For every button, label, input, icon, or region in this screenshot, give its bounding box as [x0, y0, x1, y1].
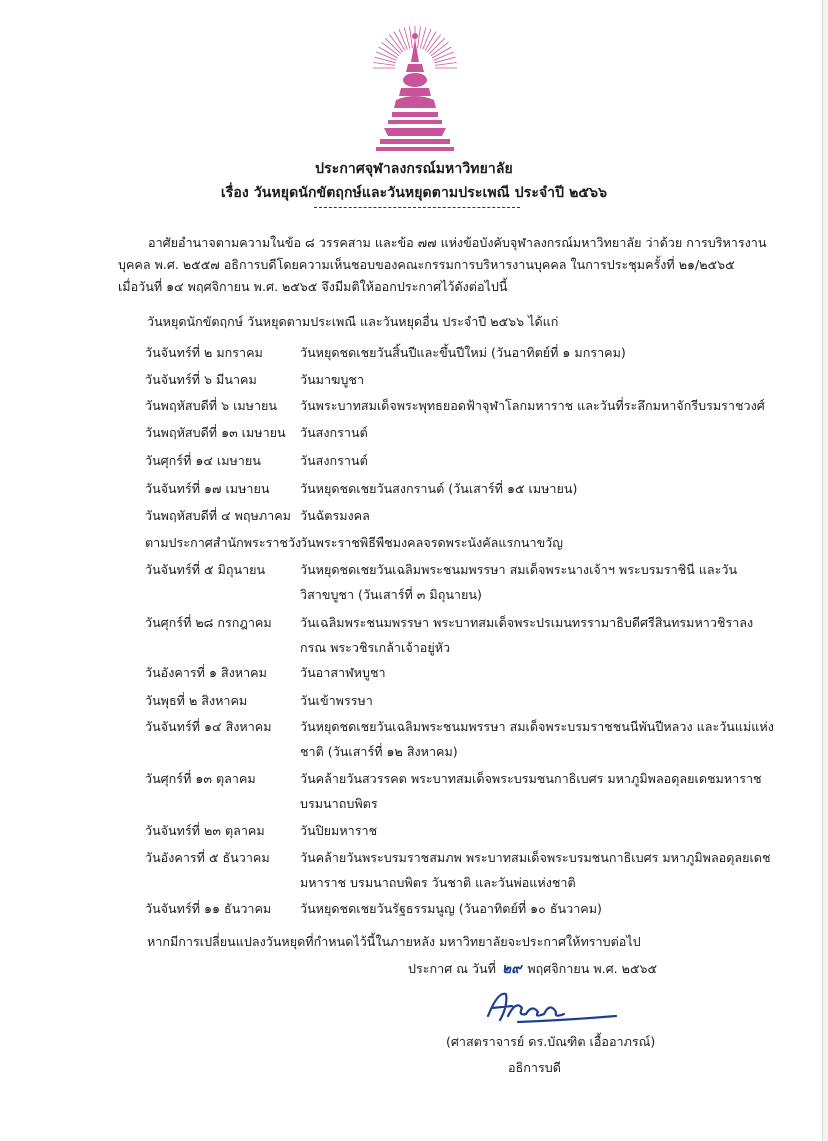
- holiday-date: วันพฤหัสบดีที่ ๔ พฤษภาคม: [145, 508, 291, 523]
- footer-note: หากมีการเปลี่ยนแปลงวันหยุดที่กำหนดไว้นี้ในภายหลัง มหาวิทยาลัยจะประกาศให้ทราบต่อไป: [147, 934, 641, 949]
- signature-image: [478, 986, 618, 1028]
- holiday-name: วันหยุดชดเชยวันสงกรานต์ (วันเสาร์ที่ ๑๕ เมษายน): [300, 481, 578, 496]
- holiday-list-heading: วันหยุดนักขัตฤกษ์ วันหยุดตามประเพณี และวันหยุดอื่น ประจำปี ๒๕๖๖ ได้แก่: [147, 314, 559, 329]
- holiday-name: วันอาสาฬหบูชา: [300, 665, 386, 680]
- holiday-name: วันคล้ายวันพระบรมราชสมภพ พระบาทสมเด็จพระบรมชนกาธิเบศร มหาภูมิพลอดุลยเดชมหาราช บรมนาถบพิตร วันชาติ และวันพ่อแห่งชาติ: [300, 850, 771, 890]
- holiday-name: วันหยุดชดเชยวันเฉลิมพระชนมพรรษา สมเด็จพระบรมราชชนนีพันปีหลวง และวันแม่แห่งชาติ (วันเสาร์ที่ ๑๒ สิงหาคม): [300, 719, 774, 759]
- title-divider: [314, 207, 520, 208]
- holiday-date: วันศุกร์ที่ ๑๔ เมษายน: [145, 453, 261, 468]
- holiday-name: วันหยุดชดเชยวันเฉลิมพระชนมพรรษา สมเด็จพระนางเจ้าฯ พระบรมราชินี และวันวิสาขบูชา (วันเสาร์ที่ ๓ มิถุนายน): [300, 562, 738, 602]
- announce-day-handwritten: ๒๙: [501, 961, 522, 977]
- holiday-date: วันพฤหัสบดีที่ ๑๓ เมษายน: [145, 425, 286, 440]
- holiday-name: วันมาฆบูชา: [300, 372, 365, 387]
- holiday-date: วันจันทร์ที่ ๕ มิถุนายน: [145, 562, 266, 577]
- holiday-date: วันจันทร์ที่ ๒๓ ตุลาคม: [145, 823, 265, 838]
- holiday-date: วันจันทร์ที่ ๑๗ เมษายน: [145, 481, 270, 496]
- holiday-date: วันอังคารที่ ๑ สิงหาคม: [145, 665, 267, 680]
- signer-position: อธิการบดี: [508, 1060, 561, 1075]
- holiday-name: วันคล้ายวันสวรรคต พระบาทสมเด็จพระบรมชนกาธิเบศร มหาภูมิพลอดุลยเดชมหาราช บรมนาถบพิตร: [300, 771, 762, 811]
- holiday-date: วันพุธที่ ๒ สิงหาคม: [145, 693, 248, 708]
- holiday-name: วันพระบาทสมเด็จพระพุทธยอดฟ้าจุฬาโลกมหาราช และวันที่ระลึกมหาจักรีบรมราชวงศ์: [300, 398, 765, 413]
- holiday-date: ตามประกาศสำนักพระราชวัง: [145, 535, 302, 550]
- intro-line: บุคคล พ.ศ. ๒๕๕๗ อธิการบดีโดยความเห็นชอบของคณะกรรมการบริหารงานบุคคล ในการประชุมครั้งที่ ๒๑/๒๕๖๕: [118, 257, 735, 272]
- holiday-date: วันจันทร์ที่ ๒ มกราคม: [145, 345, 263, 360]
- announce-suffix: พฤศจิกายน พ.ศ. ๒๕๖๕: [527, 961, 658, 976]
- holiday-date: วันจันทร์ที่ ๑๔ สิงหาคม: [145, 719, 272, 734]
- document-subject: เรื่อง วันหยุดนักขัตฤกษ์และวันหยุดตามประเพณี ประจำปี ๒๕๖๖: [220, 185, 608, 201]
- holiday-name: วันพระราชพิธีพืชมงคลจรดพระนังคัลแรกนาขวัญ: [300, 535, 563, 550]
- holiday-name: วันหยุดชดเชยวันสิ้นปีและขึ้นปีใหม่ (วันอาทิตย์ที่ ๑ มกราคม): [300, 345, 626, 360]
- signer-name: (ศาสตราจารย์ ดร.บัณฑิต เอื้ออาภรณ์): [446, 1034, 656, 1049]
- holiday-name: วันสงกรานต์: [300, 453, 368, 468]
- intro-paragraph: [118, 232, 766, 298]
- holiday-date: วันศุกร์ที่ ๒๘ กรกฎาคม: [145, 615, 272, 630]
- announcement-date: [408, 958, 657, 980]
- holiday-name: วันฉัตรมงคล: [300, 508, 370, 523]
- document-title: ประกาศจุฬาลงกรณ์มหาวิทยาลัย: [315, 161, 513, 177]
- intro-line: อาศัยอำนาจตามความในข้อ ๘ วรรคสาม และข้อ ๗๗ แห่งข้อบังคับจุฬาลงกรณ์มหาวิทยาลัย ว่าด้วย การบริหารงาน: [148, 235, 767, 250]
- holiday-name: วันหยุดชดเชยวันรัฐธรรมนูญ (วันอาทิตย์ที่ ๑๐ ธันวาคม): [300, 901, 602, 916]
- holiday-name: วันปิยมหาราช: [300, 823, 378, 838]
- holiday-date: วันศุกร์ที่ ๑๓ ตุลาคม: [145, 771, 256, 786]
- chulalongkorn-seal-logo: [370, 22, 460, 154]
- intro-line: เมื่อวันที่ ๑๔ พฤศจิกายน พ.ศ. ๒๕๖๕ จึงมีมติให้ออกประกาศไว้ดังต่อไปนี้: [118, 279, 508, 294]
- holiday-name: วันเข้าพรรษา: [300, 693, 373, 708]
- holiday-name: วันสงกรานต์: [300, 425, 368, 440]
- holiday-date: วันอังคารที่ ๕ ธันวาคม: [145, 850, 270, 865]
- holiday-date: วันจันทร์ที่ ๑๑ ธันวาคม: [145, 901, 272, 916]
- announce-prefix: ประกาศ ณ วันที่: [408, 961, 496, 976]
- holiday-name: วันเฉลิมพระชนมพรรษา พระบาทสมเด็จพระปรเมนทรรามาธิบดีศรีสินทรมหาวชิราลงกรณ พระวชิรเกล้าเจ้าอยู่หัว: [300, 615, 754, 655]
- holiday-date: วันจันทร์ที่ ๖ มีนาคม: [145, 372, 257, 387]
- holiday-date: วันพฤหัสบดีที่ ๖ เมษายน: [145, 398, 278, 413]
